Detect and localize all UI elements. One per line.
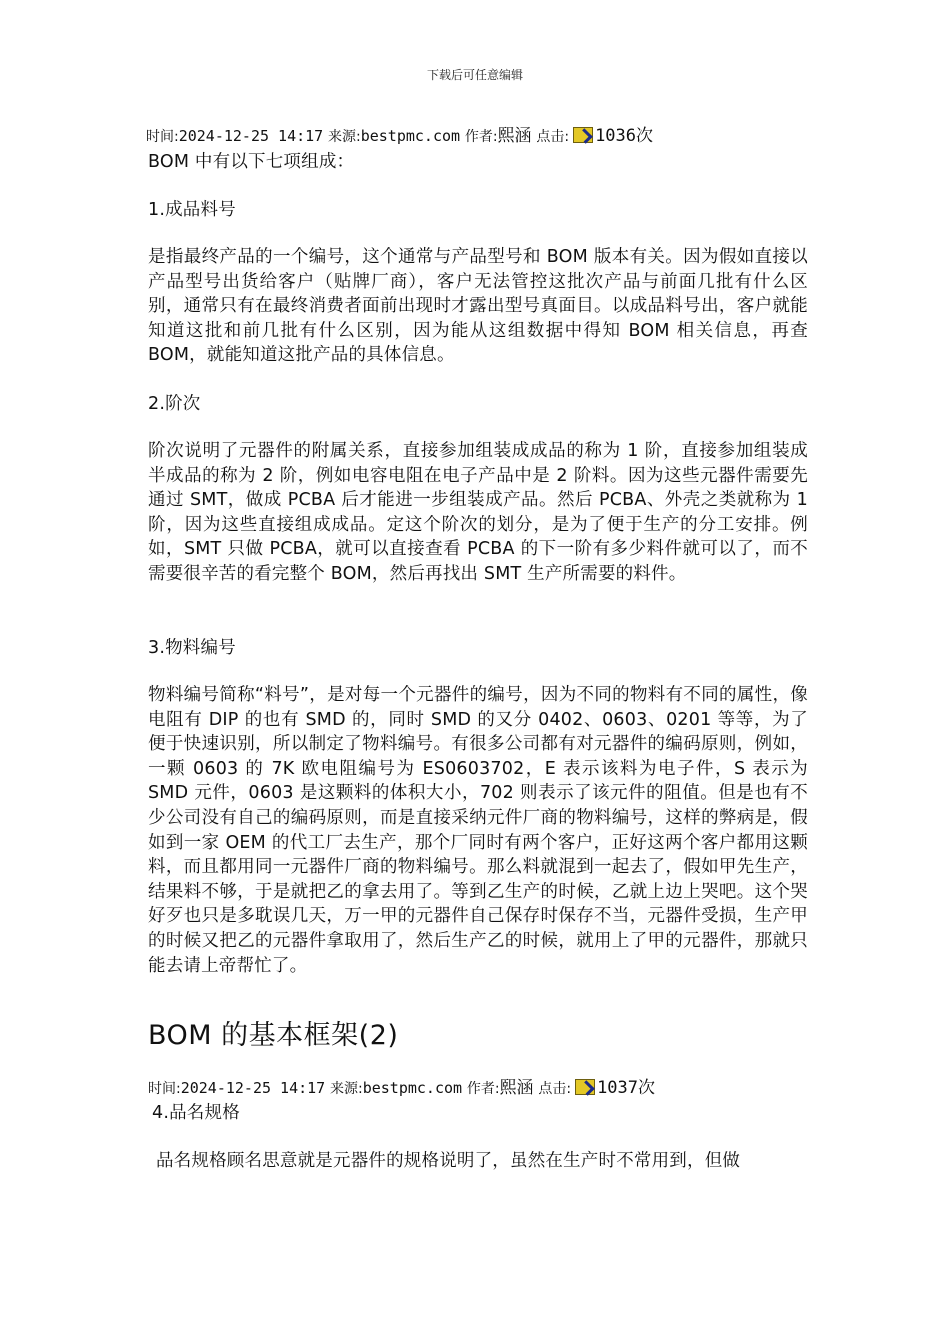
section-3-body (148, 683, 808, 978)
paragraph: 阶次说明了元器件的附属关系，直接参加组装成成品的称为 1 阶，直接参加组装成半成品的称为 2 阶，例如电容电阻在电子产品中是 2 阶料。因为这些元器件需要先通过 SMT，做成 PCBA 后才能进一步组装成产品。然后 PCBA、外壳之类就称为 1 阶，因为这些直接组成成品。定这个阶次的划分，是为了便于生产的分工安排。例如，SMT 只做 PCBA，就可以直接查看 PCBA 的下一阶有多少料件就可以了，而不需要很辛苦的看完整个 BOM，然后再找出 SMT 生产所需要的料件。 (148, 441, 808, 584)
author-value: 熙涵 (497, 126, 532, 146)
source-label: 来源: (328, 129, 361, 145)
section-4 (152, 1101, 812, 1126)
section-4-body (156, 1149, 796, 1174)
article-meta (146, 125, 653, 147)
section-title: 4.品名规格 (152, 1103, 240, 1123)
source-value[interactable]: bestpmc.com (360, 127, 461, 145)
time-label: 时间: (146, 129, 179, 145)
time-label: 时间: (148, 1081, 181, 1097)
author-label: 作者: (466, 1081, 500, 1097)
click-counter-icon (573, 127, 593, 143)
time-value: 2024-12-25 14:17 (178, 127, 324, 145)
paragraph: 是指最终产品的一个编号，这个通常与产品型号和 BOM 版本有关。因为假如直接以产品型号出货给客户（贴牌厂商），客户无法管控这批次产品与前面几批有什么区别，通常只有在最终消费者面前出现时才露出型号真面目。以成品料号出，客户就能知道这批和前几批有什么区别，因为能从这组数据中得知 BOM 相关信息，再查 BOM，就能知道这批产品的具体信息。 (148, 247, 808, 366)
intro-block (148, 150, 808, 175)
paragraph: 品名规格顾名思意就是元器件的规格说明了，虽然在生产时不常用到，但做 (156, 1151, 741, 1171)
section-2-body (148, 439, 808, 587)
section-title: 2.阶次 (148, 394, 201, 414)
clicks-label: 点击: (538, 1081, 572, 1097)
clicks-label: 点击: (536, 129, 570, 145)
source-value[interactable]: bestpmc.com (362, 1079, 463, 1097)
intro-text: BOM 中有以下七项组成： (148, 152, 355, 172)
section-2 (148, 392, 808, 417)
section-title: 1.成品料号 (148, 200, 236, 220)
clicks-value: 1037 (597, 1078, 639, 1098)
article-heading: BOM 的基本框架(2) (148, 1020, 399, 1051)
clicks-value: 1036 (595, 126, 637, 146)
source-label: 来源: (330, 1081, 363, 1097)
click-counter-icon (575, 1079, 595, 1095)
author-label: 作者: (464, 129, 498, 145)
time-value: 2024-12-25 14:17 (180, 1079, 326, 1097)
article-meta-2 (148, 1077, 655, 1099)
section-1-body (148, 245, 808, 368)
section-1 (148, 198, 808, 223)
author-value: 熙涵 (499, 1078, 534, 1098)
header-note: 下载后可任意编辑 (426, 68, 523, 82)
section-title: 3.物料编号 (148, 638, 236, 658)
clicks-unit: 次 (638, 1078, 656, 1098)
paragraph: 物料编号简称“料号”，是对每一个元器件的编号，因为不同的物料有不同的属性，像电阻有 DIP 的也有 SMD 的，同时 SMD 的又分 0402、0603、0201 等等，为了便于快速识别，所以制定了物料编号。有很多公司都有对元器件的编码原则，例如，一颗 0603 的 7K 欧电阻编号为 ES0603702，E 表示该料为电子件，S 表示为 SMD 元件，0603 是这颗料的体积大小，702 则表示了该元件的阻值。但是也有不少公司没有自己的编码原则，而是直接采纳元件厂商的物料编号，这样的弊病是，假如到一家 OEM 的代工厂去生产，那个厂同时有两个客户，正好这两个客户都用这颗料，而且都用同一元器件厂商的物料编号。那么料就混到一起去了，假如甲先生产，结果料不够，于是就把乙的拿去用了。等到乙生产的时候，乙就上边上哭吧。这个哭好歹也只是多耽误几天，万一甲的元器件自己保存时保存不当，元器件受损，生产甲的时候又把乙的元器件拿取用了，然后生产乙的时候，就用上了甲的元器件，那就只能去请上帝帮忙了。 (148, 685, 808, 976)
clicks-unit: 次 (636, 126, 654, 146)
section-3 (148, 636, 808, 661)
